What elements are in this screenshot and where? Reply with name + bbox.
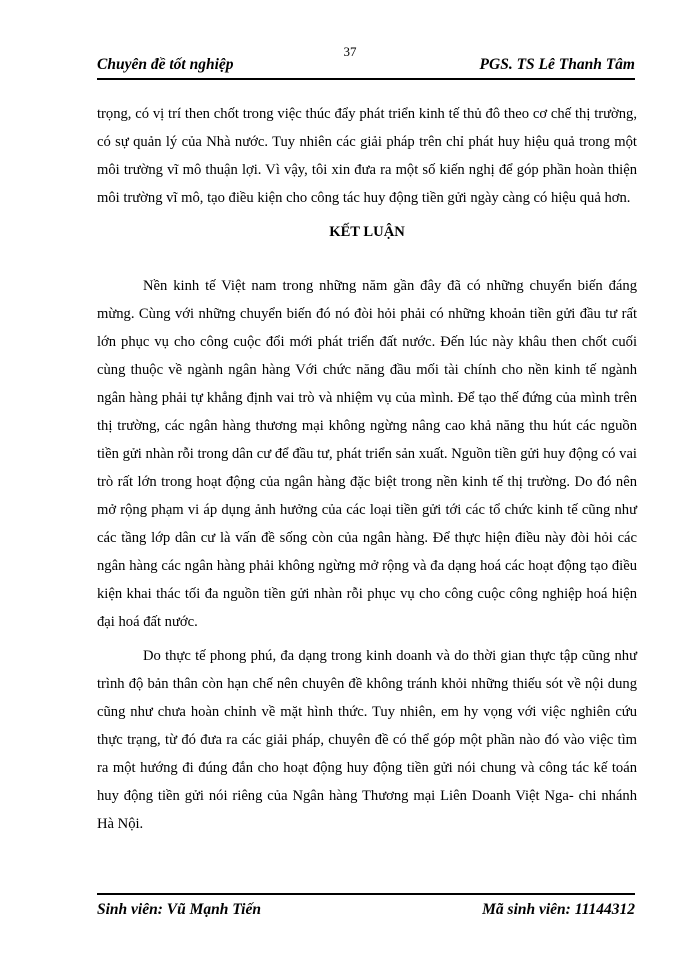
page-header (97, 56, 635, 80)
footer-student-name: Sinh viên: Vũ Mạnh Tiến (97, 901, 261, 918)
header-document-title: Chuyên đề tốt nghiệp (97, 56, 234, 73)
page-footer (97, 893, 635, 925)
footer-student-id: Mã sinh viên: 11144312 (482, 901, 635, 918)
continuation-paragraph: trọng, có vị trí then chốt trong việc thúc đẩy phát triển kinh tế thủ đô theo cơ chế thị trường, có sự quản lý của Nhà nước. Tuy nhiên các giải pháp trên chỉ phát huy hiệu quả trong một môi trường vĩ mô thuận lợi. Vì vậy, tôi xin đưa ra một số kiến nghị để góp phần hoàn thiện môi trường vĩ mô, tạo điều kiện cho công tác huy động tiền gửi ngày càng có hiệu quả hơn. (97, 106, 637, 206)
page-number: 37 (343, 44, 357, 59)
document-body (97, 100, 637, 838)
header-supervisor: PGS. TS Lê Thanh Tâm (479, 56, 635, 73)
section-heading: KẾT LUẬN (329, 224, 405, 240)
conclusion-paragraph-1: Nền kinh tế Việt nam trong những năm gần đây đã có những chuyển biến đáng mừng. Cùng với những chuyển biến đó nó đòi hỏi phải có những khoản tiền gửi đầu tư rất lớn phục vụ cho công cuộc đổi mới phát triển đất nước. Đến lúc này khâu then chốt cuối cùng thuộc về ngành ngân hàng Với chức năng đầu mối tài chính cho nền kinh tế ngành ngân hàng phải tự khẳng định vai trò và nhiệm vụ của mình. Để tạo thế đứng của mình trên thị trường, các ngân hàng thương mại không ngừng nâng cao khả năng thu hút các nguồn tiền gửi nhàn rỗi trong dân cư để đầu tư, phát triển sản xuất. Nguồn tiền gửi huy động có vai trò rất lớn trong hoạt động của ngân hàng đặc biệt trong nền kinh tế thị trường. Do đó nên mở rộng phạm vi áp dụng ảnh hưởng của các loại tiền gửi tới các tổ chức kinh tế cũng như các tầng lớp dân cư là vấn đề sống còn của ngân hàng. Để thực hiện điều này đòi hỏi các ngân hàng các ngân hàng phải không ngừng mở rộng và đa dạng hoá các hoạt động tạo điều kiện khai thác tối đa nguồn tiền gửi nhàn rỗi phục vụ cho công cuộc công nghiệp hoá hiện đại hoá đất nước. (97, 278, 637, 630)
conclusion-paragraph-2: Do thực tế phong phú, đa dạng trong kinh doanh và do thời gian thực tập cũng như trình độ bản thân còn hạn chế nên chuyên đề không tránh khỏi những thiếu sót về nội dung cũng như chưa hoàn chỉnh về mặt hình thức. Tuy nhiên, em hy vọng với việc nghiên cứu thực trạng, từ đó đưa ra các giải pháp, chuyên đề có thể góp một phần nào đó vào việc tìm ra một hướng đi đúng đắn cho hoạt động huy động tiền gửi nói chung và công tác kế toán huy động tiền gửi nói riêng của Ngân hàng Thương mại Liên Doanh Việt Nga- chi nhánh Hà Nội. (97, 648, 637, 832)
